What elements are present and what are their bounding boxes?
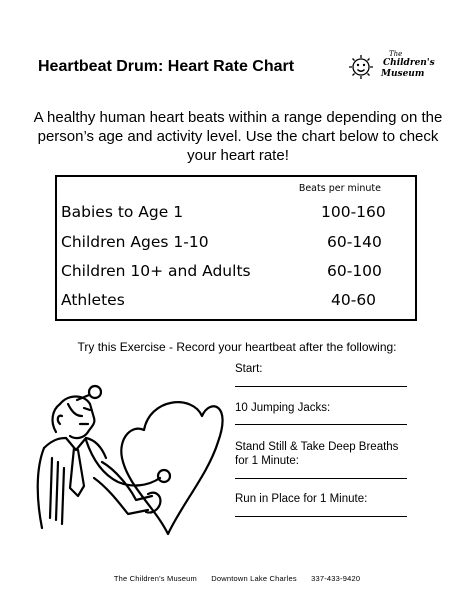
entry-label: Start:	[235, 363, 263, 375]
entry-label: 10 Jumping Jacks:	[235, 402, 331, 414]
entry-label: Run in Place for 1 Minute:	[235, 493, 368, 505]
row-value: 60-140	[327, 233, 382, 251]
logo-text-line3: Museum	[381, 69, 425, 79]
row-value: 60-100	[327, 262, 382, 280]
row-label: Babies to Age 1	[61, 203, 184, 221]
row-label: Children Ages 1-10	[61, 233, 209, 251]
row-label: Children 10+ and Adults	[61, 262, 251, 280]
intro-paragraph: A healthy human heart beats within a range depending on the person’s age and activity level. Use the chart below to check your heart rate!	[33, 109, 443, 164]
entry-blank-line[interactable]	[235, 424, 407, 425]
entry-deep-breaths	[235, 440, 413, 468]
chart-row	[61, 291, 415, 317]
chart-row	[61, 262, 415, 288]
logo-text-line2: Children's	[383, 58, 435, 68]
heart-rate-chart	[55, 175, 417, 321]
entry-blank-line[interactable]	[235, 386, 407, 387]
row-value: 100-160	[321, 203, 386, 221]
sun-face-icon	[343, 52, 379, 82]
footer-location: Downtown Lake Charles	[211, 574, 297, 583]
entry-jumping-jacks	[235, 401, 415, 415]
row-label: Athletes	[61, 291, 125, 309]
entry-blank-line[interactable]	[235, 516, 407, 517]
column-header: Beats per minute	[298, 183, 381, 194]
footer	[0, 574, 474, 583]
entry-run-in-place	[235, 492, 415, 506]
footer-phone: 337-433-9420	[311, 574, 361, 583]
exercise-instructions: Try this Exercise - Record your heartbeat after the following:	[77, 340, 397, 354]
entry-label: Stand Still & Take Deep Breaths for 1 Minute:	[235, 441, 399, 467]
museum-logo	[343, 48, 435, 84]
chart-row	[61, 233, 415, 259]
entry-blank-line[interactable]	[235, 478, 407, 479]
footer-museum: The Children's Museum	[113, 574, 197, 583]
row-value: 40-60	[331, 291, 377, 309]
logo-text-line1: The	[389, 50, 403, 58]
doctor-stethoscope-heart-icon	[32, 378, 228, 538]
entry-start	[235, 362, 415, 376]
chart-row	[61, 203, 415, 229]
page-title: Heartbeat Drum: Heart Rate Chart	[38, 58, 295, 75]
